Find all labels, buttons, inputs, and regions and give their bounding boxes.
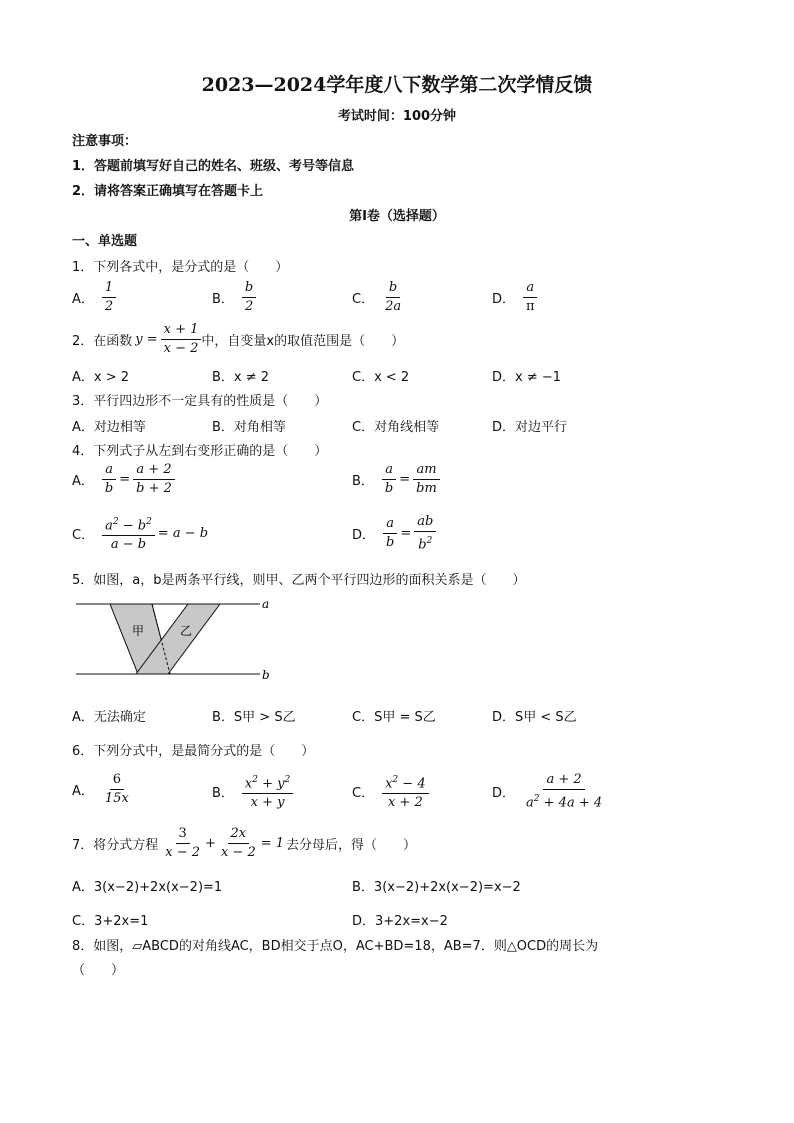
q3-option-b: B．对角相等	[212, 420, 286, 435]
q4-option-a: A． $\frac{a}{b}$ = $\frac{a + 2}{b + 2}$	[72, 462, 175, 497]
q6-option-b: B． $\frac{x^2 + y^2}{x + y}$	[212, 772, 293, 811]
exam-duration: 考试时间：100分钟	[337, 109, 457, 124]
q7-option-b: B．3(x−2)+2x(x−2)=x−2	[352, 880, 521, 895]
q7-stem-post: 去分母后，得（ ）	[286, 838, 417, 853]
q4-option-c: C． $\frac{a^2 - b^2}{a - b}$ = a − b	[72, 514, 208, 553]
q3-option-a: A．对边相等	[72, 420, 146, 435]
q1-stem: 1．下列各式中，是分式的是（ ）	[72, 260, 289, 275]
q7-stem: 7．将分式方程 $\frac{3}{x - 2}$ + $\frac{2x}{x - 2}$ = 1 去分母后，得（ ）	[72, 826, 417, 860]
q8-stem: 8．如图，▱ABCD的对角线AC，BD相交于点O，AC+BD=18，AB=7．则△OCD的周长为	[72, 939, 599, 954]
q3-stem: 3．平行四边形不一定具有的性质是（ ）	[72, 394, 328, 409]
shape-jia-label: 甲	[132, 624, 145, 638]
line-a-label: a	[262, 597, 270, 611]
q2-option-b: B．x ≠ 2	[212, 370, 270, 385]
q5-stem: 5．如图，a，b是两条平行线，则甲、乙两个平行四边形的面积关系是（ ）	[72, 573, 526, 588]
q1-option-a: A． $\frac{1}{2}$	[72, 280, 116, 315]
q5-option-b: B．S甲 > S乙	[212, 710, 296, 725]
note-item-1: 1．答题前填写好自己的姓名、班级、考号等信息	[72, 159, 355, 174]
q2-option-c: C．x < 2	[352, 370, 410, 385]
q2-stem: 2．在函数 y = $\frac{x + 1}{x - 2}$ 中，自变量x的取值范围是（ ）	[72, 322, 405, 356]
q4-stem: 4．下列式子从左到右变形正确的是（ ）	[72, 444, 328, 459]
q2-option-d: D．x ≠ −1	[492, 370, 562, 385]
q1-option-c: C． $\frac{b}{2a}$	[352, 280, 402, 314]
q2-option-a: A．x > 2	[72, 370, 130, 385]
line-b-label: b	[262, 668, 270, 682]
q6-option-d: D． $\frac{a + 2}{a^2 + 4a + 4}$	[492, 772, 603, 811]
q1-option-b: B． $\frac{b}{2}$	[212, 280, 256, 315]
q1-option-d: D． $\frac{a}{\pi}$	[492, 280, 538, 315]
q5-parallelogram-figure	[70, 594, 280, 684]
q7-option-a: A．3(x−2)+2x(x−2)=1	[72, 880, 223, 895]
q5-option-d: D．S甲 < S乙	[492, 710, 577, 725]
section-heading: 一、单选题	[72, 234, 138, 249]
exam-title: 2023—2024学年度八下数学第二次学情反馈	[201, 74, 593, 96]
q5-option-c: C．S甲 = S乙	[352, 710, 436, 725]
q5-option-a: A．无法确定	[72, 710, 146, 725]
q4-option-d: D． $\frac{a}{b}$ = $\frac{ab}{b^2}$	[352, 514, 436, 553]
notes-heading: 注意事项：	[72, 134, 138, 149]
shape-yi-label: 乙	[180, 624, 193, 638]
q7-stem-pre: 7．将分式方程	[72, 838, 159, 853]
q4-option-b: B． $\frac{a}{b}$ = $\frac{am}{bm}$	[352, 462, 440, 497]
q2-stem-post: 中，自变量x的取值范围是（ ）	[201, 334, 405, 349]
q2-stem-pre: 2．在函数	[72, 334, 133, 349]
part-heading: 第Ⅰ卷（选择题）	[349, 209, 445, 224]
q8-stem-cont: （ ）	[72, 963, 125, 978]
q7-option-d: D．3+2x=x−2	[352, 914, 448, 929]
note-item-2: 2．请将答案正确填写在答题卡上	[72, 184, 264, 199]
q7-option-c: C．3+2x=1	[72, 914, 149, 929]
q3-option-d: D．对边平行	[492, 420, 568, 435]
q6-option-a: A． $\frac{6}{15x}$	[72, 772, 129, 806]
q6-stem: 6．下列分式中，是最简分式的是（ ）	[72, 744, 315, 759]
q3-option-c: C．对角线相等	[352, 420, 440, 435]
q6-option-c: C． $\frac{x^2 - 4}{x + 2}$	[352, 772, 429, 811]
